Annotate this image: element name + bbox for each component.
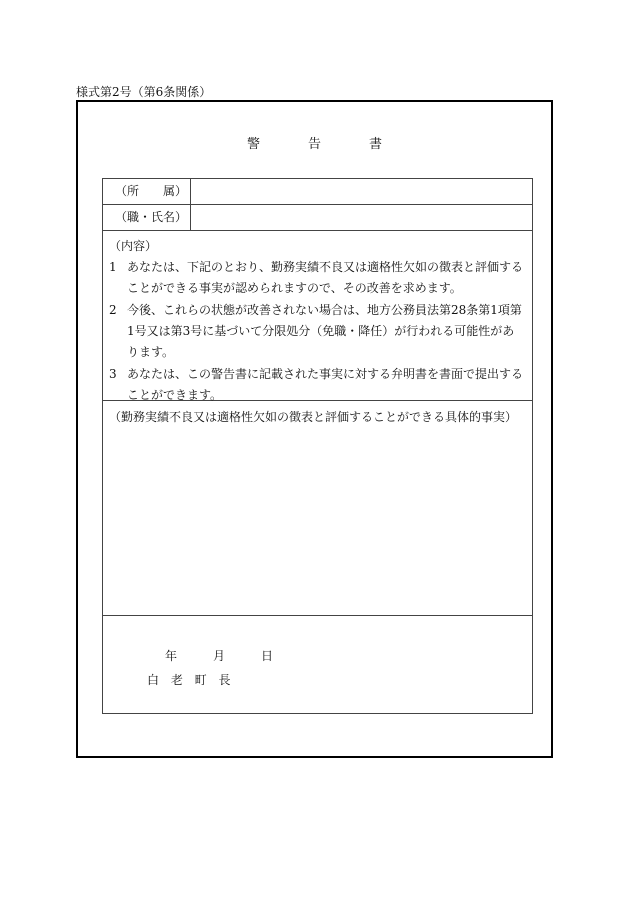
warning-form [76, 100, 553, 758]
affiliation-label: （所 属） [103, 179, 191, 204]
content-items [109, 257, 526, 407]
item-text: 今後、これらの状態が改善されない場合は、地方公務員法第28条第1項第1号又は第3号に基づいて分限処分（免職・降任）が行われる可能性があります。 [127, 303, 522, 359]
form-table [102, 178, 533, 714]
date-line: 年 月 日 [165, 649, 278, 663]
facts-section[interactable] [103, 401, 532, 616]
content-section [103, 231, 532, 401]
content-item [109, 300, 526, 363]
item-text: あなたは、この警告書に記載された事実に対する弁明書を書面で提出することができます。 [127, 367, 524, 402]
item-number: 2 [109, 303, 117, 317]
document-title: 警告書 [246, 137, 430, 152]
signature-section [103, 616, 532, 713]
name-label: （職・氏名） [103, 205, 191, 230]
name-row [103, 205, 532, 231]
facts-label: （勤務実績不良又は適格性欠如の徴表と評価することができる具体的事実） [109, 410, 518, 424]
affiliation-row [103, 179, 532, 205]
item-number: 3 [109, 367, 117, 381]
content-heading: （内容） [109, 239, 158, 253]
form-number: 様式第2号（第6条関係） [76, 85, 212, 99]
name-field[interactable] [191, 205, 532, 230]
content-item [109, 257, 526, 299]
issuer-line: 白 老 町 長 [147, 673, 235, 687]
content-item [109, 364, 526, 406]
item-text: あなたは、下記のとおり、勤務実績不良又は適格性欠如の徴表と評価することができる事実が認められますので、その改善を求めます。 [127, 260, 524, 295]
item-number: 1 [109, 260, 117, 274]
affiliation-field[interactable] [191, 179, 532, 204]
